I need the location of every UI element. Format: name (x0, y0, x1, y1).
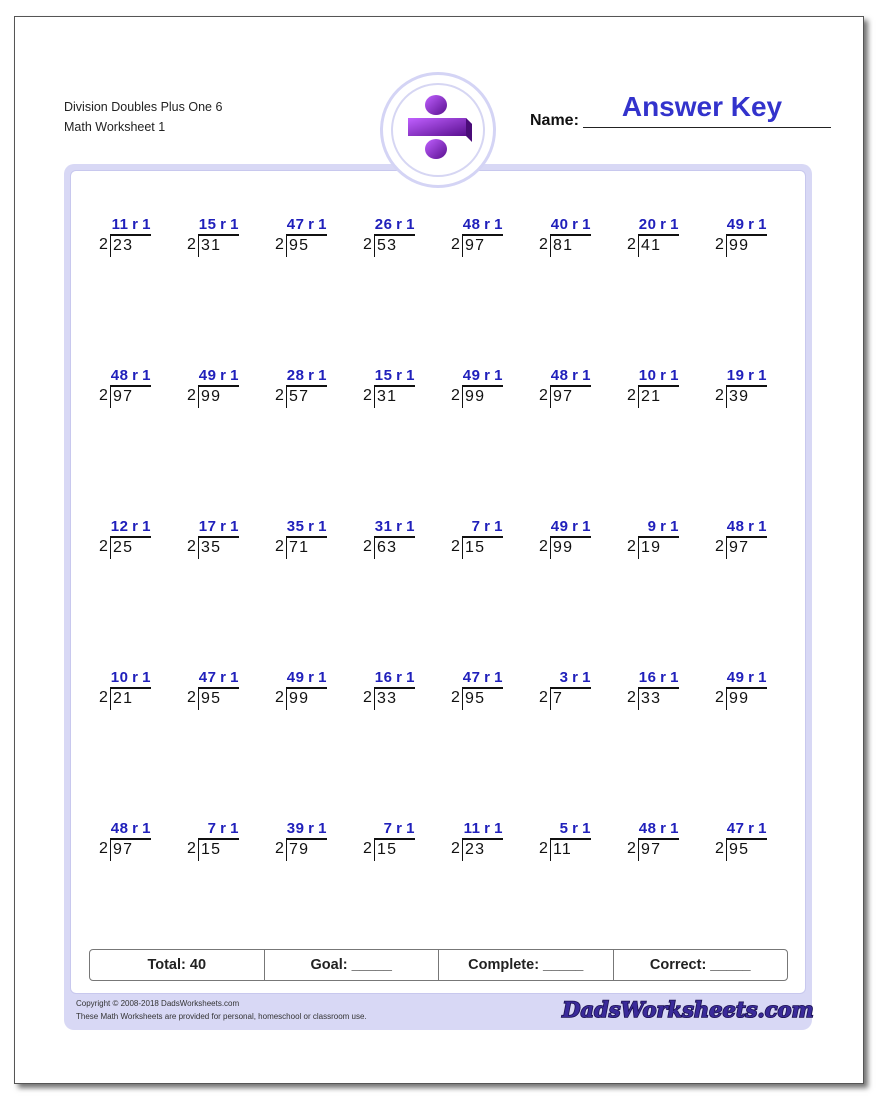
dividend: 11 (550, 839, 572, 861)
division-sign-icon (380, 72, 496, 188)
dividend: 39 (726, 386, 749, 408)
divisor: 2 (539, 236, 548, 253)
quotient-answer: 12 r 1 (110, 518, 151, 535)
division-problem (99, 669, 159, 711)
divisor: 2 (275, 840, 284, 857)
quotient-answer: 20 r 1 (638, 216, 679, 233)
dividend: 97 (550, 386, 573, 408)
divisor: 2 (187, 538, 196, 555)
division-problem (627, 820, 687, 862)
quotient-answer: 16 r 1 (638, 669, 679, 686)
division-problem (99, 216, 159, 258)
quotient-answer: 40 r 1 (550, 216, 591, 233)
divisor: 2 (715, 689, 724, 706)
dividend: 33 (638, 688, 661, 710)
division-problem (363, 367, 423, 409)
divisor: 2 (451, 840, 460, 857)
divisor: 2 (275, 387, 284, 404)
quotient-answer: 5 r 1 (559, 820, 591, 837)
divisor: 2 (187, 236, 196, 253)
division-problem (451, 216, 511, 258)
dadsworksheets-logo (562, 988, 814, 1028)
dividend: 79 (286, 839, 309, 861)
divisor: 2 (715, 840, 724, 857)
division-problem (187, 518, 247, 560)
quotient-answer: 3 r 1 (559, 669, 591, 686)
dividend: 97 (638, 839, 661, 861)
quotient-answer: 48 r 1 (110, 820, 151, 837)
divisor: 2 (539, 538, 548, 555)
quotient-answer: 9 r 1 (647, 518, 679, 535)
divisor: 2 (539, 689, 548, 706)
division-problem (99, 820, 159, 862)
division-problem (275, 216, 335, 258)
divisor: 2 (451, 236, 460, 253)
division-problem (275, 518, 335, 560)
division-problem (539, 820, 599, 862)
quotient-answer: 48 r 1 (726, 518, 767, 535)
dividend: 97 (110, 839, 133, 861)
divisor: 2 (275, 689, 284, 706)
dividend: 31 (198, 235, 221, 257)
divisor: 2 (99, 387, 108, 404)
quotient-answer: 31 r 1 (374, 518, 415, 535)
division-problem (275, 367, 335, 409)
correct-cell: Correct: _____ (649, 957, 751, 973)
dividend: 57 (286, 386, 309, 408)
divisor: 2 (627, 538, 636, 555)
dividend: 21 (638, 386, 661, 408)
division-problem (187, 820, 247, 862)
quotient-answer: 11 r 1 (463, 820, 503, 837)
dividend: 35 (198, 537, 221, 559)
dividend: 15 (198, 839, 221, 861)
division-problem (715, 216, 775, 258)
division-problem (363, 820, 423, 862)
quotient-answer: 35 r 1 (286, 518, 327, 535)
divisor: 2 (187, 689, 196, 706)
quotient-answer: 49 r 1 (462, 367, 503, 384)
division-problem (187, 216, 247, 258)
quotient-answer: 48 r 1 (550, 367, 591, 384)
quotient-answer: 47 r 1 (198, 669, 239, 686)
quotient-answer: 47 r 1 (286, 216, 327, 233)
quotient-answer: 7 r 1 (383, 820, 415, 837)
quotient-answer: 48 r 1 (462, 216, 503, 233)
dividend: 99 (550, 537, 573, 559)
name-label: Name: (530, 112, 579, 129)
divisor: 2 (363, 538, 372, 555)
quotient-answer: 7 r 1 (471, 518, 503, 535)
divisor: 2 (187, 387, 196, 404)
divisor: 2 (539, 387, 548, 404)
dividend: 99 (286, 688, 309, 710)
division-problem (275, 820, 335, 862)
dividend: 99 (198, 386, 221, 408)
division-problem (715, 669, 775, 711)
dividend: 31 (374, 386, 397, 408)
dividend: 99 (462, 386, 485, 408)
division-problem (715, 518, 775, 560)
divisor: 2 (99, 689, 108, 706)
score-bar (89, 949, 788, 981)
dividend: 19 (638, 537, 661, 559)
dividend: 97 (726, 537, 749, 559)
quotient-answer: 49 r 1 (726, 669, 767, 686)
divisor: 2 (275, 538, 284, 555)
dividend: 97 (110, 386, 133, 408)
quotient-answer: 39 r 1 (286, 820, 327, 837)
dividend: 21 (110, 688, 133, 710)
divisor: 2 (275, 236, 284, 253)
division-problem (539, 367, 599, 409)
division-problem (451, 367, 511, 409)
divisor: 2 (627, 840, 636, 857)
quotient-answer: 17 r 1 (198, 518, 239, 535)
dividend: 25 (110, 537, 133, 559)
divisor: 2 (451, 689, 460, 706)
quotient-answer: 16 r 1 (374, 669, 415, 686)
division-problem (363, 669, 423, 711)
dividend: 7 (550, 688, 563, 710)
division-problem (627, 216, 687, 258)
division-problem (627, 367, 687, 409)
quotient-answer: 49 r 1 (550, 518, 591, 535)
dividend: 23 (462, 839, 485, 861)
divisor: 2 (363, 840, 372, 857)
dividend: 41 (638, 235, 661, 257)
emblem (380, 72, 496, 188)
divisor: 2 (715, 236, 724, 253)
division-problem (363, 216, 423, 258)
division-problem (539, 216, 599, 258)
division-problem (451, 518, 511, 560)
dividend: 97 (462, 235, 485, 257)
divisor: 2 (363, 689, 372, 706)
quotient-answer: 49 r 1 (286, 669, 327, 686)
division-problem (539, 518, 599, 560)
dividend: 53 (374, 235, 397, 257)
division-problem (627, 669, 687, 711)
dividend: 23 (110, 235, 133, 257)
quotient-answer: 28 r 1 (286, 367, 327, 384)
quotient-answer: 10 r 1 (110, 669, 151, 686)
quotient-answer: 15 r 1 (198, 216, 239, 233)
division-problem (363, 518, 423, 560)
divisor: 2 (451, 387, 460, 404)
dividend: 33 (374, 688, 397, 710)
divisor: 2 (99, 840, 108, 857)
dividend: 63 (374, 537, 397, 559)
dividend: 95 (726, 839, 749, 861)
divisor: 2 (627, 689, 636, 706)
divisor: 2 (451, 538, 460, 555)
dividend: 99 (726, 235, 749, 257)
copyright-line-2: These Math Worksheets are provided for personal, homeschool or classroom use. (76, 1011, 367, 1021)
total-cell: Total: 40 (90, 950, 265, 980)
complete-cell: Complete: _____ (439, 950, 614, 980)
logo-text: DadsWorksheets.com (562, 997, 814, 1022)
dividend: 95 (286, 235, 309, 257)
quotient-answer: 47 r 1 (726, 820, 767, 837)
quotient-answer: 7 r 1 (207, 820, 239, 837)
copyright-line-1: Copyright © 2008-2018 DadsWorksheets.com (76, 999, 240, 1008)
quotient-answer: 49 r 1 (198, 367, 239, 384)
division-problem (539, 669, 599, 711)
dividend: 95 (462, 688, 485, 710)
quotient-answer: 15 r 1 (374, 367, 415, 384)
quotient-answer: 11 r 1 (111, 216, 151, 233)
goal-cell: Goal: _____ (265, 950, 440, 980)
division-problem (187, 669, 247, 711)
divisor: 2 (715, 387, 724, 404)
quotient-answer: 48 r 1 (110, 367, 151, 384)
quotient-answer: 49 r 1 (726, 216, 767, 233)
division-problem (99, 367, 159, 409)
divisor: 2 (627, 236, 636, 253)
division-problem (451, 820, 511, 862)
quotient-answer: 47 r 1 (462, 669, 503, 686)
divisor: 2 (99, 538, 108, 555)
dividend: 99 (726, 688, 749, 710)
quotient-answer: 19 r 1 (726, 367, 767, 384)
dividend: 15 (462, 537, 485, 559)
divisor: 2 (715, 538, 724, 555)
divisor: 2 (539, 840, 548, 857)
divisor: 2 (627, 387, 636, 404)
quotient-answer: 26 r 1 (374, 216, 415, 233)
divisor: 2 (363, 387, 372, 404)
divisor: 2 (187, 840, 196, 857)
title-line-1: Division Doubles Plus One 6 (64, 100, 223, 114)
division-problem (275, 669, 335, 711)
dividend: 71 (286, 537, 309, 559)
quotient-answer: 10 r 1 (638, 367, 679, 384)
copyright (76, 998, 367, 1023)
answer-key-text: Answer Key (621, 91, 783, 122)
division-problem (715, 820, 775, 862)
divisor: 2 (363, 236, 372, 253)
dividend: 15 (374, 839, 397, 861)
divisor: 2 (99, 236, 108, 253)
division-problem (715, 367, 775, 409)
dividend: 95 (198, 688, 221, 710)
division-problem (451, 669, 511, 711)
division-problem (627, 518, 687, 560)
title-line-2: Math Worksheet 1 (64, 120, 166, 134)
quotient-answer: 48 r 1 (638, 820, 679, 837)
dividend: 81 (550, 235, 573, 257)
division-problem (187, 367, 247, 409)
division-problem (99, 518, 159, 560)
